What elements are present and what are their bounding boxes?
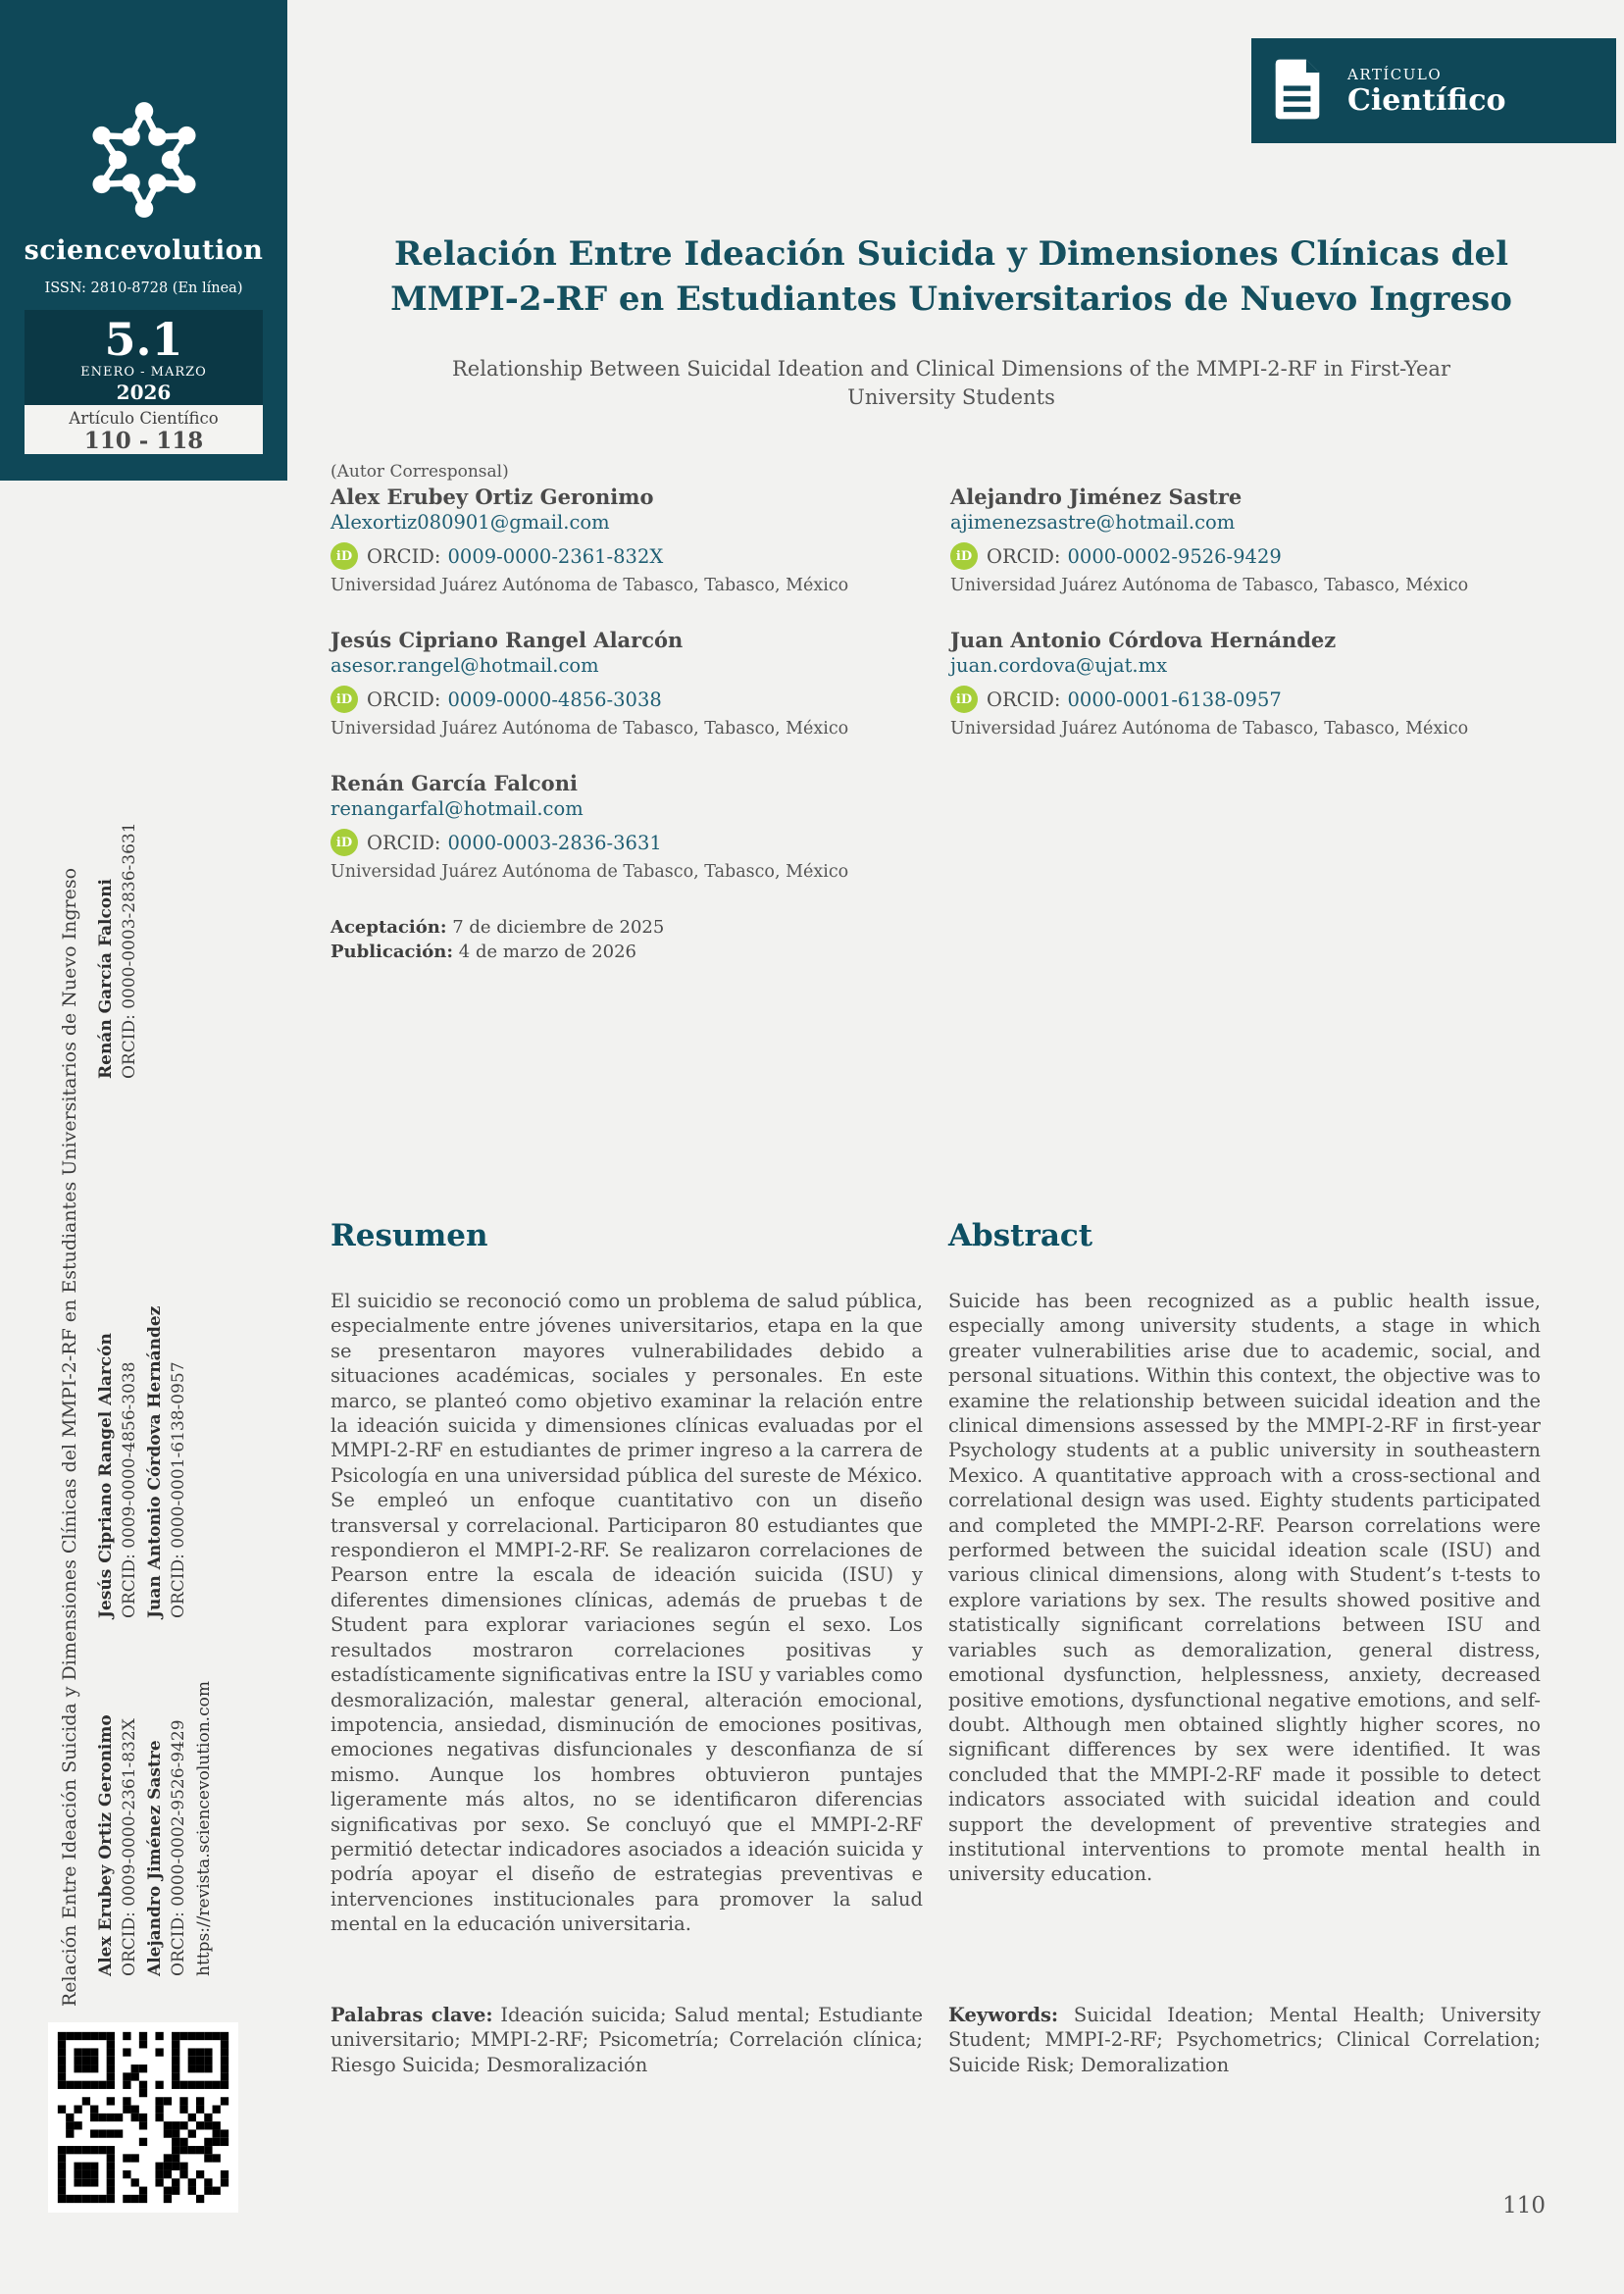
orcid-link[interactable]: 0000-0003-2836-3631 <box>447 831 662 854</box>
publication-label: Publicación: <box>330 942 454 962</box>
abstract-column <box>948 1218 1541 2111</box>
orcid-link[interactable]: 0000-0002-9526-9429 <box>1067 544 1282 568</box>
palabras-clave-label: Palabras clave: <box>330 2004 493 2026</box>
orcid-label: ORCID: <box>367 544 441 568</box>
author-name: Juan Antonio Córdova Hernández <box>950 628 1337 652</box>
article-title-en: Relationship Between Suicidal Ideation and Clinical Dimensions of the MMPI-2-RF in First-Year University Students <box>452 357 1450 409</box>
article-type-badge <box>1251 38 1616 143</box>
author-affiliation: Universidad Juárez Autónoma de Tabasco, Tabasco, México <box>950 719 1469 739</box>
page-number: 110 <box>1502 2193 1546 2218</box>
author-block <box>950 461 1545 597</box>
sidebar-author-name: Renán García Falconi <box>96 879 116 1079</box>
keywords <box>948 2003 1541 2077</box>
article-type-box <box>25 405 263 454</box>
palabras-clave <box>330 2003 923 2077</box>
badge-label: Científico <box>1347 82 1506 118</box>
badge-kicker: ARTÍCULO <box>1347 65 1443 83</box>
article-title-es: Relación Entre Ideación Suicida y Dimensiones Clínicas del MMPI-2-RF en Estudiantes Universitarios de Nuevo Ingreso <box>390 234 1512 319</box>
author-name: Renán García Falconi <box>330 771 578 795</box>
orcid-icon: iD <box>330 542 358 570</box>
orcid-label: ORCID: <box>987 544 1061 568</box>
sidebar-citation <box>57 790 226 2011</box>
volume-box <box>25 310 263 405</box>
author-block <box>950 627 1545 740</box>
author-affiliation: Universidad Juárez Autónoma de Tabasco, Tabasco, México <box>330 862 849 882</box>
resumen-heading: Resumen <box>330 1218 488 1253</box>
author-email-link[interactable]: renangarfal@hotmail.com <box>330 797 584 820</box>
orcid-link[interactable]: 0009-0000-2361-832X <box>447 544 664 568</box>
sidebar-author-orcid: ORCID: 0009-0000-4856-3038 <box>120 1361 139 1618</box>
resumen-body: El suicidio se reconoció como un problema de salud pública, especialmente entre jóvenes universitarios, etapa en la que se presentaron mayores vulnerabilidades debido a situaciones académicas, sociales y personales. En este marco, se planteó como objetivo examinar la relación entre la ideación suicida y dimensiones clínicas evaluadas por el MMPI-2-RF en estudiantes de primer ingreso a la carrera de Psicología en una universidad pública del sureste de México. Se empleó un enfoque cuantitativo con un diseño transversal y correlacional. Participaron 80 estudiantes que respondieron el MMPI-2-RF. Se realizaron correlaciones de Pearson entre la escala de ideación suicida (ISU) y diferentes dimensiones clínicas, además de pruebas t de Student para explorar variaciones según el sexo. Los resultados mostraron correlaciones positivas y estadísticamente significativas entre la ISU y variables como desmoralización, malestar general, alteración emocional, impotencia, ansiedad, disminución de emociones positivas, emociones negativas disfuncionales y desconfianza de sí mismo. Aunque los hombres obtuvieron puntajes ligeramente más altos, no se identificaron diferencias significativas por sexo. Se concluyó que el MMPI-2-RF permitió detectar indicadores asociados a ideación suicida y podría apoyar el diseño de estrategias preventivas e intervenciones institucionales para promover la salud mental en la educación universitaria. <box>330 1290 923 1936</box>
author-name: Alejandro Jiménez Sastre <box>950 484 1243 509</box>
document-icon <box>1273 57 1322 126</box>
orcid-link[interactable]: 0000-0001-6138-0957 <box>1067 688 1282 711</box>
journal-name: sciencevolution <box>24 235 264 266</box>
orcid-label: ORCID: <box>367 688 441 711</box>
volume-year: 2026 <box>116 381 172 404</box>
author-affiliation: Universidad Juárez Autónoma de Tabasco, Tabasco, México <box>330 576 849 595</box>
sidebar-author-orcid: ORCID: 0009-0000-2361-832X <box>120 1718 139 1976</box>
author-block <box>330 627 927 740</box>
qr-code <box>48 2022 238 2213</box>
author-name: Alex Erubey Ortiz Geronimo <box>330 484 654 509</box>
abstract-body: Suicide has been recognized as a public health issue, especially among university students, a stage in which greater vulnerabilities arise due to academic, social, and personal situations. Within this context, the objective was to examine the relationship between suicidal ideation and the clinical dimensions assessed by the MMPI-2-RF in first-year Psychology students at a public university in southeastern Mexico. A quantitative approach with a cross-sectional and correlational design was used. Eighty students participated and completed the MMPI-2-RF. Pearson correlations were performed between the suicidal ideation scale (ISU) and various clinical dimensions, along with Student’s t-tests to explore variations by sex. The results showed positive and statistically significant correlations between ISU and variables such as demoralization, general distress, emotional dysfunction, helplessness, anxiety, decreased positive emotions, dysfunctional negative emotions, and self-doubt. Although men obtained slightly higher scores, no significant differences by sex were identified. It was concluded that the MMPI-2-RF made it possible to detect indicators associated with suicidal ideation and could support the development of preventive strategies and institutional interventions to promote mental health in university education. <box>948 1290 1541 1886</box>
author-email-link[interactable]: Alexortiz080901@gmail.com <box>330 511 610 534</box>
sidebar-author-orcid: ORCID: 0000-0002-9526-9429 <box>169 1719 188 1976</box>
orcid-icon: iD <box>330 829 358 856</box>
palabras-clave-list: Ideación suicida; Salud mental; Estudiante universitario; MMPI-2-RF; Psicometría; Correlación clínica; Riesgo Suicida; Desmoralización <box>330 2004 924 2076</box>
author-email-link[interactable]: asesor.rangel@hotmail.com <box>330 654 599 677</box>
authors-section <box>330 461 1545 964</box>
article-dates <box>330 915 927 964</box>
keywords-list: Suicidal Ideation; Mental Health; University Student; MMPI-2-RF; Psychometrics; Clinical Correlation; Suicide Risk; Demoralization <box>948 2004 1541 2076</box>
orcid-label: ORCID: <box>987 688 1061 711</box>
sidebar-author-name: Alex Erubey Ortiz Geronimo <box>96 1714 116 1976</box>
author-block <box>330 770 927 884</box>
journal-issn: ISSN: 2810-8728 (En línea) <box>44 280 243 296</box>
volume-number: 5.1 <box>104 313 183 366</box>
author-email-link[interactable]: juan.cordova@ujat.mx <box>950 654 1168 677</box>
sidebar-author-name: Jesús Cipriano Rangel Alarcón <box>96 1333 116 1618</box>
journal-header-box <box>0 0 287 481</box>
orcid-label: ORCID: <box>367 831 441 854</box>
journal-logo-icon <box>72 90 217 233</box>
sidebar-author-name: Juan Antonio Córdova Hernández <box>145 1305 165 1618</box>
author-block <box>330 461 927 597</box>
sidebar-author-name: Alejandro Jiménez Sastre <box>145 1740 165 1976</box>
keywords-label: Keywords: <box>948 2004 1059 2026</box>
author-name: Jesús Cipriano Rangel Alarcón <box>330 628 684 652</box>
publication-date: 4 de marzo de 2026 <box>458 942 637 962</box>
author-affiliation: Universidad Juárez Autónoma de Tabasco, Tabasco, México <box>330 719 849 739</box>
article-type: Artículo Científico <box>69 409 219 428</box>
orcid-icon: iD <box>950 542 978 570</box>
orcid-link[interactable]: 0009-0000-4856-3038 <box>447 688 662 711</box>
orcid-icon: iD <box>950 686 978 713</box>
acceptance-label: Aceptación: <box>330 917 447 938</box>
article-pages: 110 - 118 <box>83 428 204 454</box>
acceptance-date: 7 de diciembre de 2025 <box>452 917 665 938</box>
author-affiliation: Universidad Juárez Autónoma de Tabasco, Tabasco, México <box>950 576 1469 595</box>
sidebar-author-orcid: ORCID: 0000-0003-2836-3631 <box>120 822 139 1079</box>
abstract-heading: Abstract <box>948 1218 1093 1253</box>
orcid-icon: iD <box>330 686 358 713</box>
journal-website-link[interactable]: https://revista.sciencevolution.com <box>194 1681 214 1976</box>
resumen-column <box>330 1218 923 2111</box>
sidebar-author-orcid: ORCID: 0000-0001-6138-0957 <box>169 1361 188 1618</box>
author-email-link[interactable]: ajimenezsastre@hotmail.com <box>950 511 1236 534</box>
volume-period: ENERO - MARZO <box>80 365 207 380</box>
sidebar-article-title: Relación Entre Ideación Suicida y Dimensiones Clínicas del MMPI-2-RF en Estudiantes Universitarios de Nuevo Ingreso <box>59 867 80 2007</box>
corresponding-author-note: (Autor Corresponsal) <box>330 462 509 482</box>
